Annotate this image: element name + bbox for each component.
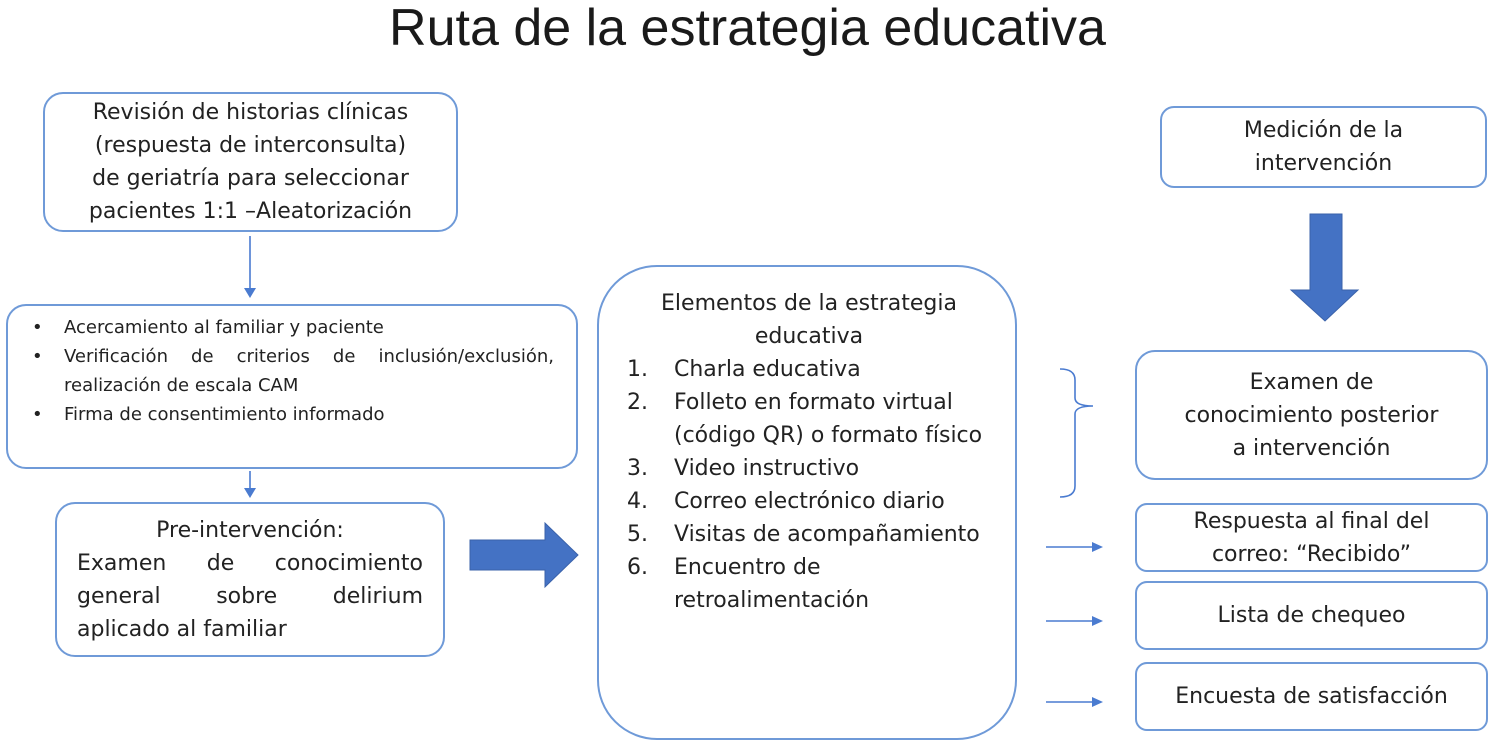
lista-chequeo-box: [1135, 581, 1488, 650]
encuesta-satisfaccion-box: [1135, 662, 1488, 731]
revision-line-3: de geriatría para seleccionar: [92, 166, 409, 191]
respuesta-correo-box: [1135, 503, 1488, 572]
pre-intervencion-heading: Pre-intervención:: [156, 518, 344, 543]
respuesta-line-1: Respuesta al final del: [1193, 508, 1430, 534]
elemento-item: [627, 551, 991, 617]
elemento-number: 4.: [627, 489, 648, 514]
elemento-number: 6.: [627, 555, 648, 580]
elemento-number: 5.: [627, 522, 648, 547]
examen-line-3: a intervención: [1232, 435, 1391, 461]
block-arrow-right: [470, 523, 578, 587]
respuesta-line-2: correo: “Recibido”: [1211, 541, 1412, 567]
diagram-title: Ruta de la estrategia educativa: [389, 0, 1106, 57]
revision-line-2: (respuesta de interconsulta): [94, 133, 407, 158]
elementos-heading: Elementos de la estrategia educativa: [661, 291, 957, 349]
encuesta-satisfaccion-text: Encuesta de satisfacción: [1175, 684, 1448, 709]
bullet-verificacion: • Verificación de criterios de inclusión/exclusión, realización de escala CAM: [30, 342, 554, 400]
elemento-item: [627, 353, 991, 386]
elemento-text: Correo electrónico diario: [674, 489, 945, 514]
revision-historias-box: [43, 92, 458, 232]
elemento-number: 2.: [627, 390, 648, 415]
bracket-elementos-to-examen: [1060, 369, 1093, 497]
elemento-item: [627, 485, 991, 518]
bullet-consentimiento: • Firma de consentimiento informado: [30, 400, 554, 429]
medicion-line-2: intervención: [1254, 151, 1393, 176]
elementos-list: [627, 353, 991, 617]
arrowhead-revision-to-acercamiento: [244, 288, 256, 298]
pre-intervencion-box: [55, 502, 445, 657]
pre-intervencion-body: Examen de conocimiento general sobre delirium aplicado al familiar: [77, 551, 423, 642]
elemento-text: Charla educativa: [674, 357, 861, 382]
elemento-item: [627, 452, 991, 485]
examen-posterior-box: [1135, 350, 1488, 480]
examen-line-1: Examen de: [1249, 369, 1374, 395]
lista-chequeo-text: Lista de chequeo: [1217, 603, 1406, 628]
arrowhead-to-lista: [1092, 616, 1103, 626]
elemento-text: Video instructivo: [674, 456, 860, 481]
elemento-text: Folleto en formato virtual (código QR) o formato físico: [674, 390, 983, 448]
acercamiento-bullet-list: [30, 313, 554, 429]
bullet-acercamiento: • Acercamiento al familiar y paciente: [30, 313, 554, 342]
arrowhead-to-respuesta: [1092, 542, 1103, 552]
medicion-intervencion-box: [1160, 106, 1487, 188]
medicion-line-1: Medición de la: [1243, 118, 1404, 143]
elemento-number: 1.: [627, 357, 648, 382]
elemento-text: Encuentro de retroalimentación: [674, 555, 870, 613]
elemento-item: [627, 386, 991, 452]
revision-line-1: Revisión de historias clínicas: [92, 100, 409, 125]
elementos-estrategia-box: [597, 265, 1017, 740]
acercamiento-box: [6, 304, 578, 469]
elemento-text: Visitas de acompañamiento: [674, 522, 980, 547]
arrowhead-to-encuesta: [1092, 697, 1103, 707]
block-arrow-down: [1291, 214, 1358, 321]
examen-line-2: conocimiento posterior: [1184, 402, 1439, 428]
elemento-number: 3.: [627, 456, 648, 481]
elemento-item: [627, 518, 991, 551]
revision-line-4: pacientes 1:1 –Aleatorización: [88, 199, 413, 224]
arrowhead-acercamiento-to-pre: [244, 488, 256, 498]
